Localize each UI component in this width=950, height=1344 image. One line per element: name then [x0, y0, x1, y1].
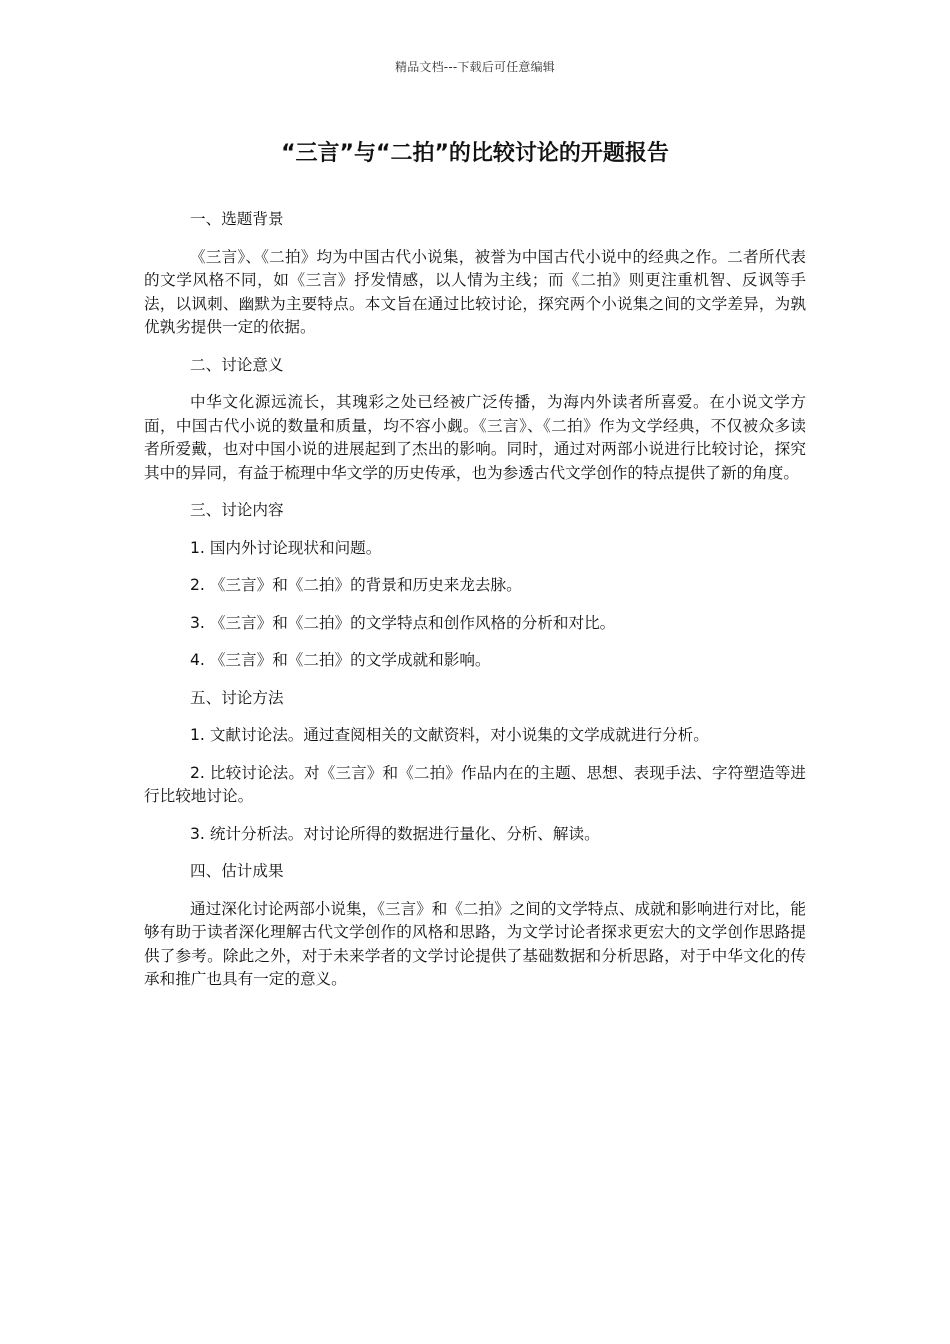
list-item-content-2: 2. 《三言》和《二拍》的背景和历史来龙去脉。	[190, 576, 522, 594]
list-item-method-3: 3. 统计分析法。对讨论所得的数据进行量化、分析、解读。	[190, 824, 600, 843]
section-heading-results: 四、估计成果	[190, 862, 284, 880]
list-item-content-1: 1. 国内外讨论现状和问题。	[190, 538, 382, 557]
list-item-content-3: 3. 《三言》和《二拍》的文学特点和创作风格的分析和对比。	[190, 613, 616, 632]
section-heading-significance: 二、讨论意义	[190, 355, 284, 374]
page-header: 精品文档---下载后可任意编辑	[395, 60, 555, 74]
document-title: “三言”与“二拍”的比较讨论的开题报告	[281, 141, 669, 166]
list-item-content-4: 4. 《三言》和《二拍》的文学成就和影响。	[190, 651, 491, 669]
paragraph-results: 通过深化讨论两部小说集，《三言》和《二拍》之间的文学特点、成就和影响进行对比，能够有助于读者深化理解古代文学创作的风格和思路，为文学讨论者探求更宏大的文学创作思路提供了参考。除此之外，对于未来学者的文学讨论提供了基础数据和分析思路，对于中华文化的传承和推广也具有一定的意义。	[144, 899, 806, 988]
section-heading-methods: 五、讨论方法	[190, 688, 284, 707]
list-item-method-1: 1. 文献讨论法。通过查阅相关的文献资料，对小说集的文学成就进行分析。	[190, 726, 709, 744]
section-heading-content: 三、讨论内容	[190, 501, 284, 519]
section-heading-background: 一、选题背景	[190, 210, 284, 228]
paragraph-significance: 中华文化源远流长，其瑰彩之处已经被广泛传播，为海内外读者所喜爱。在小说文学方面，中国古代小说的数量和质量，均不容小觑。《三言》、《二拍》作为文学经典，不仅被众多读者所爱戴，也对中国小说的进展起到了杰出的影响。同时，通过对两部小说进行比较讨论，探究其中的异同，有益于梳理中华文学的历史传承，也为参透古代文学创作的特点提供了新的角度。	[144, 393, 806, 482]
list-item-method-2: 2. 比较讨论法。对《三言》和《二拍》作品内在的主题、思想、表现手法、字符塑造等进行比较地讨论。	[144, 763, 806, 805]
paragraph-background: 《三言》、《二拍》均为中国古代小说集，被誉为中国古代小说中的经典之作。二者所代表的文学风格不同，如《三言》抒发情感，以人情为主线；而《二拍》则更注重机智、反讽等手法，以讽刺、幽默为主要特点。本文旨在通过比较讨论，探究两个小说集之间的文学差异，为孰优孰劣提供一定的依据。	[144, 247, 806, 336]
document-body	[144, 208, 806, 1006]
